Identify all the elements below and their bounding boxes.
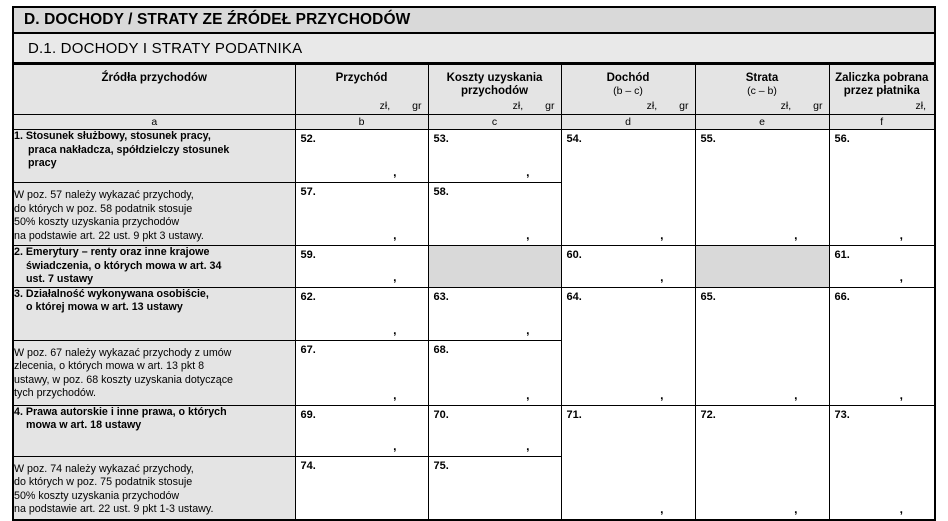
field-72-comma: , [794,501,798,516]
table-row [13,405,935,456]
header-income-units [647,100,689,112]
column-letter-c: c [428,115,561,130]
header-costs-units [513,100,555,112]
field-52-number: 52. [300,133,316,145]
field-64[interactable] [561,287,695,405]
header-advance [829,65,935,115]
field-62-comma: , [393,322,397,337]
field-67[interactable] [295,340,428,405]
field-61-comma: , [899,269,903,284]
header-loss [695,65,829,115]
row-3-desc-line-3: ust. 7 ustawy [26,273,94,285]
row-2-desc-line-4: na podstawie art. 22 ust. 9 pkt 3 ustawy. [14,229,204,242]
row-1-desc-line-3: pracy [28,157,57,169]
field-53-number: 53. [433,133,449,145]
field-65-number: 65. [700,290,716,303]
header-costs-label-1: Koszty uzyskania [446,72,543,84]
header-income [561,65,695,115]
column-letter-a: a [13,115,295,130]
field-70-comma: , [526,438,530,453]
table-row [13,287,935,340]
row-3-description [13,246,295,288]
row-6-desc-line-1: 4. Prawa autorskie i inne prawa, o których [14,405,227,418]
header-loss-zl: zł, [780,100,792,112]
column-letter-b: b [295,115,428,130]
field-75-number: 75. [433,459,449,472]
field-53[interactable] [428,130,561,183]
row-5-desc-line-2: zlecenia, o których mowa w art. 13 pkt 8 [14,360,205,372]
header-advance-label-2: przez płatnika [843,85,920,97]
row-1-desc-line-2: praca nakładcza, spółdzielczy stosunek [28,143,230,156]
row-6-description [13,405,295,456]
field-71-number: 71. [566,408,582,421]
field-69-number: 69. [300,408,316,421]
field-54-number: 54. [566,133,582,145]
row-4-description [13,287,295,340]
field-56[interactable] [829,130,935,246]
row-2-description [13,183,295,246]
row-1-desc-line-1: 1. Stosunek służbowy, stosunek pracy, [14,130,211,142]
header-costs-zl: zł, [512,100,524,112]
field-52[interactable] [295,130,428,183]
header-revenue-gr: gr [412,100,422,112]
field-61[interactable] [829,246,935,288]
field-57[interactable] [295,183,428,246]
header-sources-label: Źródła przychodów [101,72,207,84]
field-64-comma: , [660,387,664,402]
header-income-gr: gr [679,100,689,112]
field-60-number: 60. [566,249,582,261]
row-7-desc-line-1: W poz. 74 należy wykazać przychody, [14,462,194,475]
field-68[interactable] [428,340,561,405]
header-costs-label-2: przychodów [460,85,529,97]
row-3-desc-line-1: 2. Emerytury – renty oraz inne krajowe [14,246,210,258]
header-revenue [295,65,428,115]
field-63-comma: , [526,322,530,337]
header-loss-gr: gr [813,100,823,112]
row-5-desc-line-3: ustawy, w poz. 68 koszty uzyskania dotyczące [14,373,233,386]
field-53-comma: , [526,165,530,179]
field-58-number: 58. [433,186,449,198]
column-letter-e: e [695,115,829,130]
field-60-comma: , [660,269,664,284]
field-64-number: 64. [566,290,582,303]
header-revenue-label: Przychód [335,72,388,84]
row-5-description [13,340,295,405]
field-55-comma: , [794,228,798,242]
field-70-number: 70. [433,408,449,421]
field-62[interactable] [295,287,428,340]
row-5-desc-line-1: W poz. 67 należy wykazać przychody z umów [14,346,232,359]
column-letter-row [13,115,935,130]
field-54-comma: , [660,228,664,242]
header-advance-zl: zł, [915,100,926,112]
field-73-comma: , [899,501,903,516]
field-70[interactable] [428,405,561,456]
row-4-desc-line-1: 3. Działalność wykonywana osobiście, [14,287,209,300]
header-advance-label-1: Zaliczka pobrana [835,72,929,84]
header-income-label: Dochód [606,72,650,84]
field-67-comma: , [393,387,397,402]
field-58[interactable] [428,183,561,246]
table-row [13,130,935,183]
row-2-desc-line-1: W poz. 57 należy wykazać przychody, [14,189,194,201]
field-71-comma: , [660,501,664,516]
field-67-number: 67. [300,343,316,356]
table-row [13,246,935,288]
field-54[interactable] [561,130,695,246]
field-59-number: 59. [300,249,316,261]
field-72[interactable] [695,405,829,520]
column-letter-d: d [561,115,695,130]
cell-shaded-costs-row3 [428,246,561,288]
row-7-desc-line-4: na podstawie art. 22 ust. 9 pkt 1-3 ustawy. [14,503,214,515]
field-68-number: 68. [433,343,449,356]
field-59[interactable] [295,246,428,288]
section-d-title: D. DOCHODY / STRATY ZE ŹRÓDEŁ PRZYCHODÓW [24,11,411,28]
field-57-number: 57. [300,186,316,198]
section-d-header [12,6,936,34]
header-income-zl: zł, [646,100,658,112]
header-income-formula: (b – c) [613,85,643,97]
header-loss-formula: (c – b) [747,85,777,97]
row-1-description [13,130,295,183]
field-65[interactable] [695,287,829,405]
field-66-comma: , [899,387,903,402]
field-60[interactable] [561,246,695,288]
field-57-comma: , [393,228,397,242]
header-revenue-units [380,100,422,112]
header-loss-units [781,100,823,112]
table-header-row [13,65,935,115]
row-7-desc-line-3: 50% koszty uzyskania przychodów [14,489,180,502]
header-sources [13,65,295,115]
field-58-comma: , [526,228,530,242]
section-d1-title: D.1. DOCHODY I STRATY PODATNIKA [28,39,303,57]
row-7-description [13,456,295,520]
header-revenue-zl: zł, [379,100,391,112]
field-56-number: 56. [834,133,850,145]
section-d1-header [12,34,936,64]
income-table [12,64,936,521]
field-55[interactable] [695,130,829,246]
field-55-number: 55. [700,133,716,145]
field-69-comma: , [393,438,397,453]
column-letter-f: f [829,115,935,130]
field-72-number: 72. [700,408,716,421]
row-3-desc-line-2: świadczenia, o których mowa w art. 34 [26,259,222,272]
header-loss-label: Strata [745,72,779,84]
field-63-number: 63. [433,290,449,303]
field-66[interactable] [829,287,935,405]
field-59-comma: , [393,269,397,284]
row-2-desc-line-3: 50% koszty uzyskania przychodów [14,216,180,228]
row-2-desc-line-2: do których w poz. 58 podatnik stosuje [14,202,193,215]
field-52-comma: , [393,165,397,179]
field-73[interactable] [829,405,935,520]
field-74[interactable] [295,456,428,520]
row-7-desc-line-2: do których w poz. 75 podatnik stosuje [14,476,193,488]
header-costs-gr: gr [545,100,555,112]
row-6-desc-line-2: mowa w art. 18 ustawy [26,419,142,431]
field-71[interactable] [561,405,695,520]
header-costs [428,65,561,115]
field-63[interactable] [428,287,561,340]
field-75[interactable] [428,456,561,520]
row-5-desc-line-4: tych przychodów. [14,387,96,399]
field-69[interactable] [295,405,428,456]
field-74-number: 74. [300,459,316,472]
field-68-comma: , [526,387,530,402]
cell-shaded-loss-row3 [695,246,829,288]
field-56-comma: , [899,228,903,242]
field-66-number: 66. [834,290,850,303]
field-61-number: 61. [834,249,850,261]
field-73-number: 73. [834,408,850,421]
row-4-desc-line-2: o której mowa w art. 13 ustawy [26,301,183,313]
field-62-number: 62. [300,290,316,303]
field-65-comma: , [794,387,798,402]
